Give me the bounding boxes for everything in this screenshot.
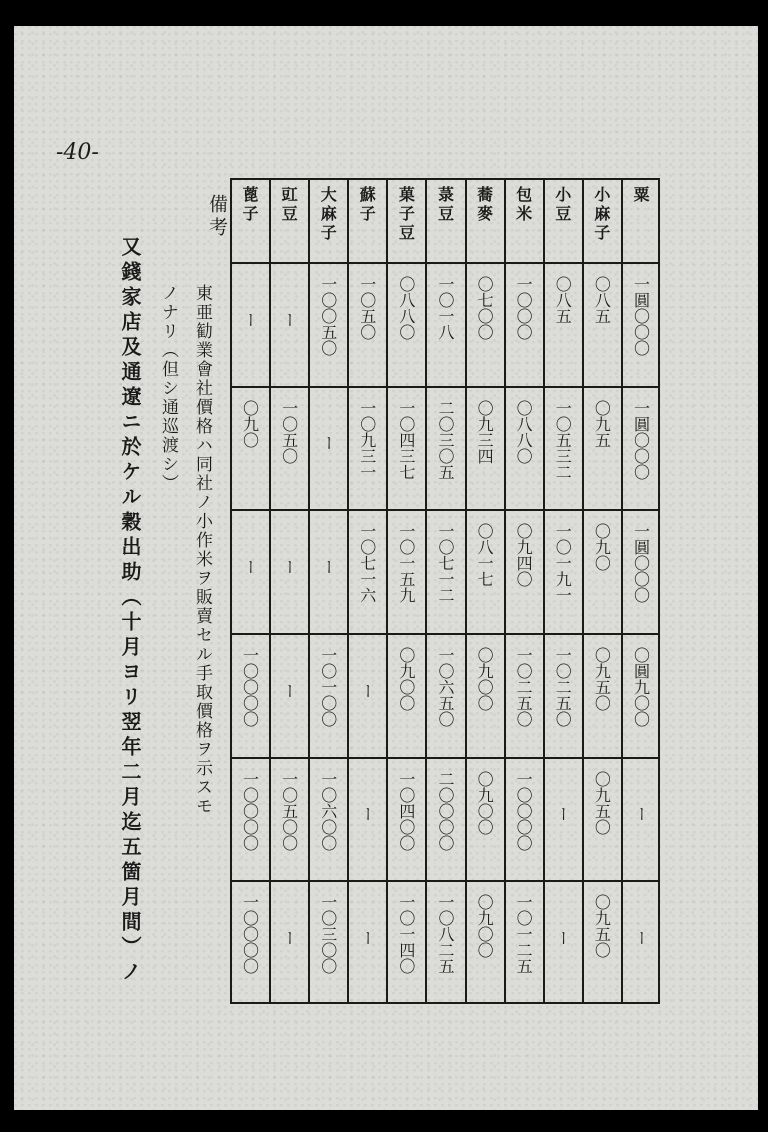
- column-header: [386, 178, 425, 262]
- column-header: [582, 178, 621, 262]
- cell-value: ー: [553, 930, 573, 947]
- table-cell: [230, 509, 269, 633]
- table-cell: [347, 262, 386, 386]
- cell-value: 一〇六五〇: [435, 647, 455, 727]
- cell-value: 一〇七一二: [435, 523, 455, 604]
- cell-value: 一〇〇〇: [514, 276, 534, 340]
- table-cell: [347, 633, 386, 757]
- table-cell: [504, 633, 543, 757]
- cell-value: 一圓〇〇〇: [631, 276, 651, 356]
- cell-value: 一〇〇〇〇: [240, 647, 260, 727]
- table-cell: [582, 509, 621, 633]
- column-header-label: 蕎麥: [474, 186, 494, 224]
- cell-value: ー: [357, 806, 377, 823]
- cell-value: ー: [553, 806, 573, 823]
- cell-value: 一〇九三一: [357, 399, 377, 480]
- column-header-label: 包米: [513, 186, 533, 224]
- cell-value: 〇八一七: [475, 523, 495, 588]
- column-header: [425, 178, 464, 262]
- cell-value: 一〇一〇〇: [318, 647, 338, 727]
- table-cell: [425, 880, 464, 1004]
- cell-value: 一〇一四〇: [396, 894, 416, 975]
- table-cell: [543, 509, 582, 633]
- page-number: -40-: [56, 140, 99, 165]
- cell-value: 〇九五〇: [592, 647, 612, 711]
- table-cell: [504, 509, 543, 633]
- cell-value: 一〇六〇〇: [318, 770, 338, 851]
- cell-value: ー: [240, 559, 260, 576]
- note-text-line-2: ノナリ（但シ通巡渡シ）: [158, 284, 178, 493]
- table-cell: [308, 880, 347, 1004]
- column-header: [621, 178, 660, 262]
- table-cell: [308, 386, 347, 510]
- table-cell: [347, 880, 386, 1004]
- cell-value: 一〇〇〇〇: [514, 770, 534, 851]
- cell-value: 一〇三〇〇: [318, 894, 338, 975]
- table-cell: [230, 880, 269, 1004]
- column-header-label: 蓖子: [240, 186, 260, 224]
- cell-value: 一〇〇〇〇: [240, 770, 260, 851]
- table-cell: [465, 880, 504, 1004]
- cell-value: 一〇一五九: [396, 523, 416, 604]
- cell-value: 一〇四三七: [396, 399, 416, 480]
- table-cell: [230, 633, 269, 757]
- table-cell: [269, 509, 308, 633]
- table-cell: [386, 386, 425, 510]
- table-cell: [347, 757, 386, 881]
- cell-value: ー: [631, 930, 651, 947]
- table-cell: [386, 880, 425, 1004]
- table-cell: [543, 262, 582, 386]
- table-cell: [621, 880, 660, 1004]
- column-header-label: 蘇子: [357, 186, 377, 224]
- cell-value: 一〇〇五〇: [318, 276, 338, 356]
- cell-value: ー: [279, 559, 299, 576]
- cell-value: 〇九〇〇: [396, 647, 416, 711]
- table-cell: [621, 757, 660, 881]
- table-cell: [386, 633, 425, 757]
- cell-value: ー: [357, 682, 377, 699]
- cell-value: 一〇四〇〇: [396, 770, 416, 851]
- table-cell: [308, 757, 347, 881]
- table-cell: [347, 509, 386, 633]
- cell-value: 一〇〇〇〇: [240, 894, 260, 975]
- price-table: [230, 178, 660, 1004]
- column-header: [465, 178, 504, 262]
- cell-value: 〇九五: [592, 399, 612, 448]
- table-cell: [465, 509, 504, 633]
- cell-value: ー: [240, 311, 260, 328]
- column-header: [308, 178, 347, 262]
- cell-value: ー: [279, 682, 299, 699]
- column-header-label: 菓子豆: [396, 186, 416, 243]
- table-cell: [465, 757, 504, 881]
- cell-value: 〇九〇〇: [475, 894, 495, 959]
- table-cell: [582, 386, 621, 510]
- cell-value: 〇九〇: [592, 523, 612, 572]
- cell-value: ー: [631, 806, 651, 823]
- cell-value: 〇九〇〇: [475, 770, 495, 835]
- cell-value: 〇九五〇: [592, 894, 612, 959]
- cell-value: 二〇三〇五: [435, 399, 455, 480]
- cell-value: 一〇五〇〇: [279, 770, 299, 851]
- cell-value: 〇九〇〇: [475, 647, 495, 711]
- column-header: [269, 178, 308, 262]
- table-cell: [308, 509, 347, 633]
- column-header: [230, 178, 269, 262]
- table-cell: [386, 757, 425, 881]
- cell-value: 〇七〇〇: [475, 276, 495, 340]
- cell-value: 〇八八〇: [396, 276, 416, 340]
- cell-value: 〇八五: [592, 276, 612, 324]
- table-cell: [504, 262, 543, 386]
- table-cell: [269, 880, 308, 1004]
- table-cell: [504, 757, 543, 881]
- table-cell: [230, 262, 269, 386]
- table-cell: [582, 633, 621, 757]
- cell-value: 一〇一八: [435, 276, 455, 340]
- table-cell: [621, 509, 660, 633]
- cell-value: 一〇一二五: [514, 894, 534, 975]
- table-cell: [347, 386, 386, 510]
- table-cell: [425, 386, 464, 510]
- cell-value: 〇九五〇: [592, 770, 612, 835]
- table-cell: [269, 633, 308, 757]
- section-heading: 又錢家店及通遼ニ於ケル穀出助（十月ヨリ翌年二月迄五箇月間）ノ: [118, 236, 142, 986]
- column-header-label: 粟: [630, 186, 650, 205]
- table-cell: [543, 757, 582, 881]
- table-cell: [308, 262, 347, 386]
- cell-value: ー: [318, 559, 338, 576]
- cell-value: 一〇八二五: [435, 894, 455, 975]
- table-cell: [425, 262, 464, 386]
- table-cell: [465, 386, 504, 510]
- cell-value: 〇圓九〇〇: [631, 647, 651, 727]
- table-cell: [543, 386, 582, 510]
- column-header-label: 豇豆: [279, 186, 299, 224]
- cell-value: 一〇一九一: [553, 523, 573, 604]
- table-cell: [543, 880, 582, 1004]
- table-cell: [465, 262, 504, 386]
- table-cell: [269, 262, 308, 386]
- cell-value: ー: [318, 435, 338, 452]
- table-cell: [465, 633, 504, 757]
- table-cell: [308, 633, 347, 757]
- table-cell: [582, 262, 621, 386]
- note-label: 備考: [206, 194, 228, 240]
- note-text-line-1: 東亜勧業會社價格ハ同社ノ小作米ヲ販賣セル手取價格ヲ示スモ: [192, 284, 212, 816]
- table-cell: [621, 262, 660, 386]
- column-header-label: 菉豆: [435, 186, 455, 224]
- column-header-label: 大麻子: [318, 186, 338, 243]
- table-cell: [386, 509, 425, 633]
- column-header-label: 小麻子: [591, 186, 611, 243]
- cell-value: 〇八八〇: [514, 399, 534, 464]
- table-cell: [582, 757, 621, 881]
- cell-value: 一〇二五〇: [553, 647, 573, 727]
- table-cell: [504, 880, 543, 1004]
- cell-value: 一〇二五〇: [514, 647, 534, 727]
- table-cell: [269, 386, 308, 510]
- cell-value: 一〇五〇: [357, 276, 377, 340]
- cell-value: 一圓〇〇〇: [631, 523, 651, 604]
- cell-value: 一〇七一六: [357, 523, 377, 604]
- column-header: [347, 178, 386, 262]
- table-cell: [543, 633, 582, 757]
- cell-value: 〇八五: [553, 276, 573, 324]
- table-cell: [425, 633, 464, 757]
- table-cell: [582, 880, 621, 1004]
- table-cell: [230, 386, 269, 510]
- table-cell: [621, 633, 660, 757]
- cell-value: ー: [357, 930, 377, 947]
- cell-value: 〇九〇: [240, 399, 260, 448]
- table-cell: [621, 386, 660, 510]
- document-page: [14, 26, 758, 1110]
- cell-value: 一〇五三二: [553, 399, 573, 480]
- table-cell: [269, 757, 308, 881]
- cell-value: 〇九三四: [475, 399, 495, 464]
- table-cell: [504, 386, 543, 510]
- cell-value: 〇九四〇: [514, 523, 534, 588]
- table-cell: [230, 757, 269, 881]
- table-cell: [425, 509, 464, 633]
- cell-value: ー: [279, 930, 299, 947]
- cell-value: 一〇五〇: [279, 399, 299, 464]
- cell-value: 二〇〇〇〇: [435, 770, 455, 851]
- column-header-label: 小豆: [552, 186, 572, 224]
- table-cell: [386, 262, 425, 386]
- table-cell: [425, 757, 464, 881]
- column-header: [504, 178, 543, 262]
- cell-value: 一圓〇〇〇: [631, 399, 651, 480]
- column-header: [543, 178, 582, 262]
- cell-value: ー: [279, 311, 299, 328]
